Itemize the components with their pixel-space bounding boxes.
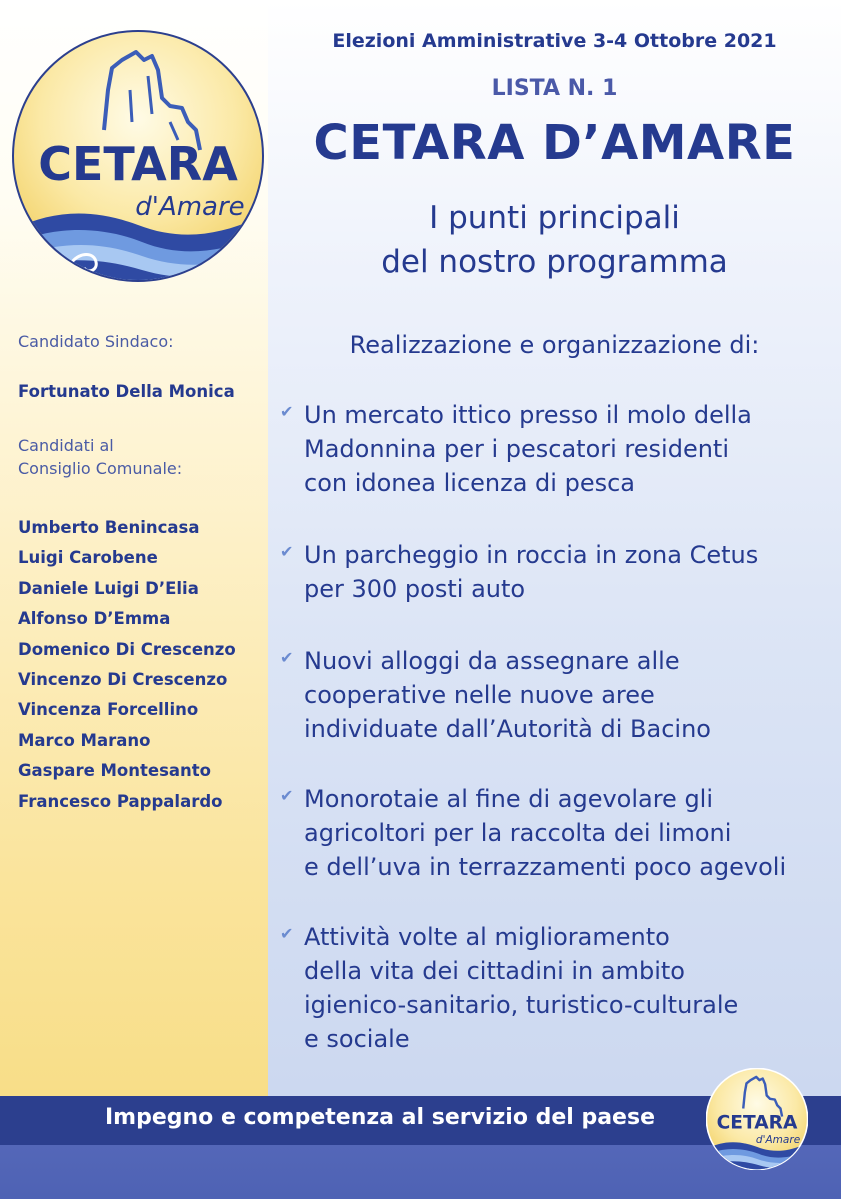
- list-item: [280, 644, 838, 746]
- list-number: LISTA N. 1: [491, 76, 618, 101]
- list-item: [280, 538, 838, 606]
- checkmark-icon: ✔: [280, 786, 294, 805]
- cetara-logo-small: [706, 1068, 808, 1170]
- logo-tagline: d'Amare: [135, 192, 245, 222]
- candidate-name: Umberto Benincasa: [18, 518, 200, 537]
- checkmark-icon: ✔: [280, 924, 294, 943]
- program-item-text: Un mercato ittico presso il molo della Madonnina per i pescatori residenti con idonea licenza di pesca: [304, 401, 752, 497]
- council-label-line-2: Consiglio Comunale:: [18, 459, 183, 478]
- subtitle: [268, 196, 841, 284]
- election-date: Elezioni Amministrative 3-4 Ottobre 2021: [332, 30, 777, 52]
- checkmark-icon: ✔: [280, 542, 294, 561]
- council-label: [18, 434, 268, 480]
- cetara-logo: [12, 30, 264, 282]
- page-title: CETARA D’AMARE: [313, 115, 796, 171]
- program-item-text: Monorotaie al fine di agevolare gli agricoltori per la raccolta dei limoni e dell’uva in terrazzamenti poco agevoli: [304, 785, 787, 881]
- subtitle-line-1: I punti principali: [429, 200, 680, 236]
- candidate-name: Francesco Pappalardo: [18, 791, 223, 811]
- candidates-list: [18, 513, 268, 817]
- logo-name: CETARA: [38, 137, 238, 191]
- checkmark-icon: ✔: [280, 402, 294, 421]
- checkmark-icon: ✔: [280, 648, 294, 667]
- council-label-line-1: Candidati al: [18, 436, 114, 455]
- mayor-label: Candidato Sindaco:: [18, 332, 174, 351]
- candidate-name: Alfonso D’Emma: [18, 609, 171, 629]
- program-item-text: Nuovi alloggi da assegnare alle cooperative nelle nuove aree individuate dall’Autorità di Bacino: [304, 647, 711, 743]
- candidate-name: Luigi Carobene: [18, 548, 158, 568]
- mayor-name: Fortunato Della Monica: [18, 382, 235, 401]
- list-item: [280, 920, 838, 1056]
- program-item-text: Un parcheggio in roccia in zona Cetus per 300 posti auto: [304, 541, 759, 603]
- list-item: [280, 782, 838, 884]
- candidate-name: Vincenza Forcellino: [18, 700, 199, 720]
- candidate-name: Marco Marano: [18, 730, 151, 750]
- footer-slogan: Impegno e competenza al servizio del paese: [104, 1105, 655, 1130]
- candidate-name: Daniele Luigi D’Elia: [18, 578, 199, 598]
- subtitle-line-2: del nostro programma: [381, 244, 728, 280]
- logo-name-small: CETARA: [716, 1112, 798, 1134]
- list-item: [280, 398, 838, 500]
- candidate-name: Vincenzo Di Crescenzo: [18, 669, 228, 689]
- logo-tagline-small: d'Amare: [755, 1133, 801, 1146]
- program-intro: Realizzazione e organizzazione di:: [349, 331, 760, 359]
- candidate-name: Domenico Di Crescenzo: [18, 639, 236, 659]
- candidate-name: Gaspare Montesanto: [18, 761, 212, 781]
- program-item-text: Attività volte al miglioramento della vita dei cittadini in ambito igienico-sanitario, turistico-culturale e sociale: [304, 923, 739, 1053]
